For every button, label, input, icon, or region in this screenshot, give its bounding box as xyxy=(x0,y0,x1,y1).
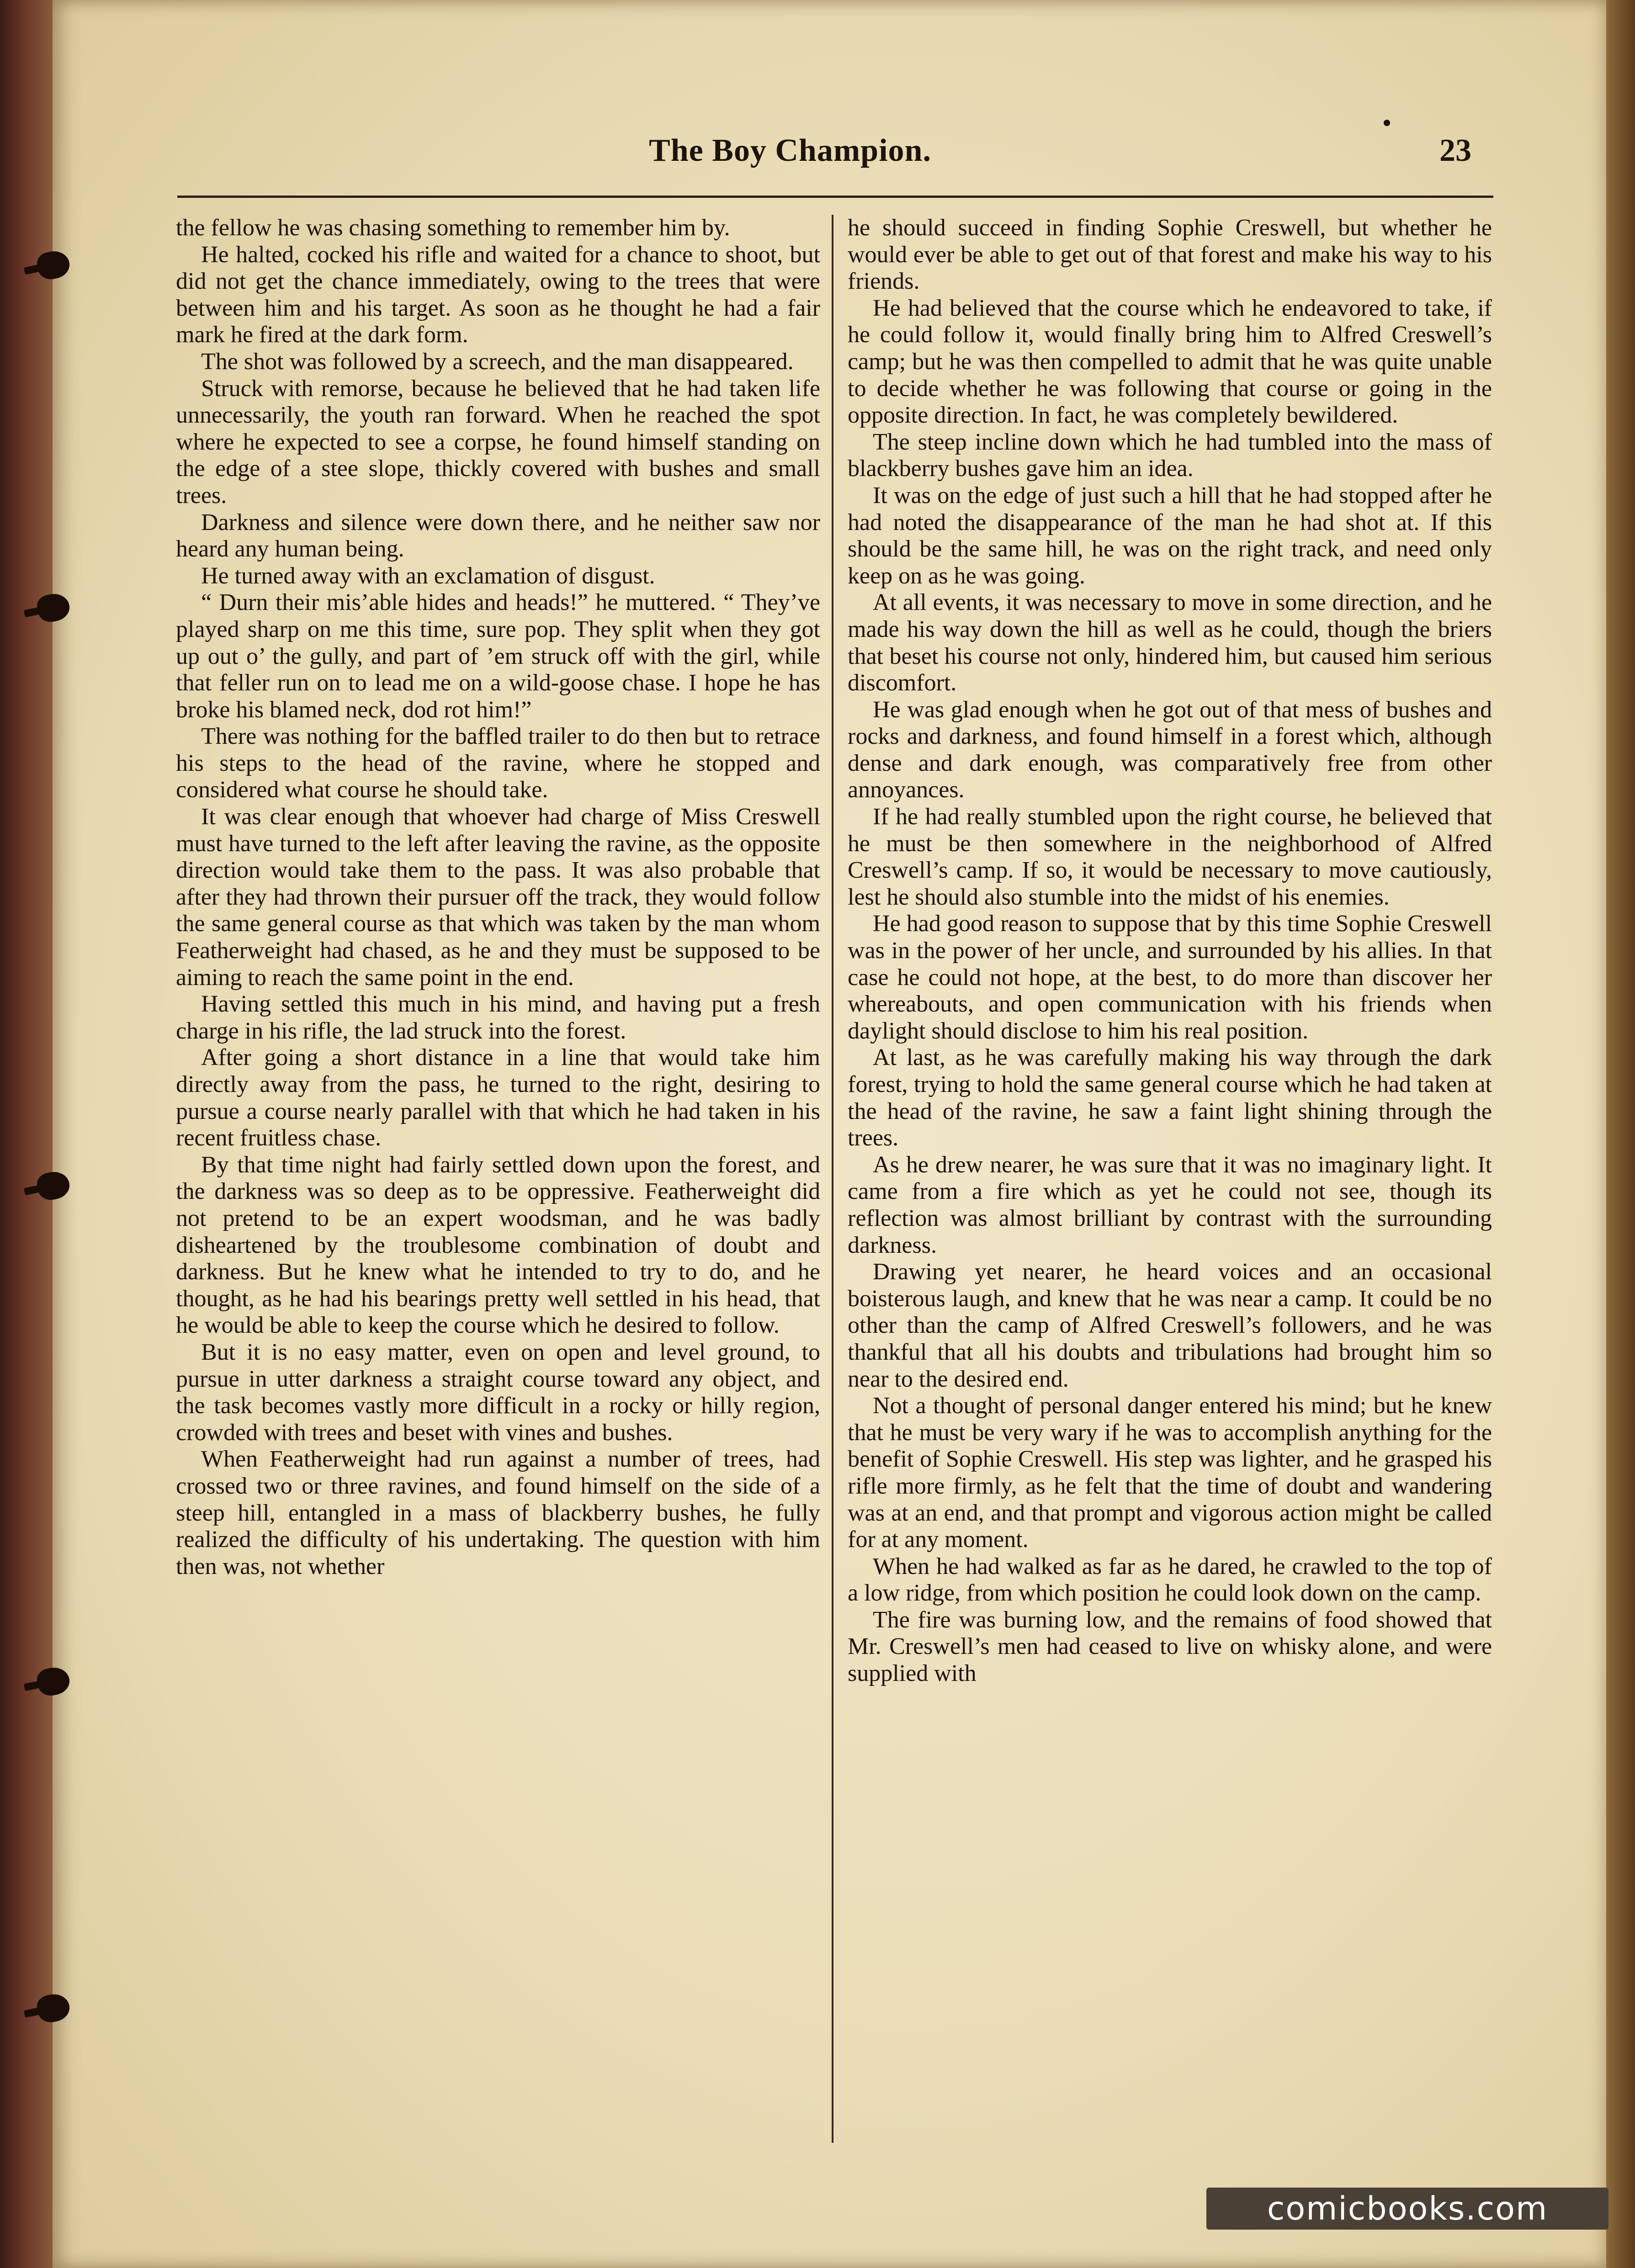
paragraph: Struck with remorse, because he believed that he had taken life unnecessarily, the youth ran forward. When he reached the spot where he expected to see a corpse, he found himself standing on the edge of a stee slope, thickly covered with bushes and small trees. xyxy=(176,375,820,509)
source-watermark: comicbooks.com xyxy=(1206,2188,1608,2230)
paragraph: Having settled this much in his mind, and having put a fresh charge in his rifle, the lad struck into the forest. xyxy=(176,991,820,1044)
paragraph: Not a thought of personal danger entered his mind; but he knew that he must be very wary if he was to accomplish anything for the benefit of Sophie Creswell. His step was lighter, and he grasped his rifle more firmly, as he felt that the time of doubt and wandering was at an end, and that prompt and vigorous action might be called for at any moment. xyxy=(848,1393,1492,1553)
running-header-title: The Boy Champion. xyxy=(649,133,931,168)
paragraph: The steep incline down which he had tumbled into the mass of blackberry bushes gave him an idea. xyxy=(848,429,1492,482)
paragraph: As he drew nearer, he was sure that it was no imaginary light. It came from a fire which as yet he could not see, though its reflection was almost brilliant by contrast with the surrounding darkness. xyxy=(848,1151,1492,1258)
paragraph: The fire was burning low, and the remains of food showed that Mr. Creswell’s men had ceased to live on whisky alone, and were supplied with xyxy=(848,1606,1492,1687)
paragraph: It was on the edge of just such a hill that he had stopped after he had noted the disappearance of the man he had shot at. If this should be the same hill, he was on the right track, and need only keep on as he was going. xyxy=(848,482,1492,589)
paragraph: He halted, cocked his rifle and waited for a chance to shoot, but did not get the chance immediately, owing to the trees that were between him and his target. As soon as he thought he had a fair mark he fired at the dark form. xyxy=(176,241,820,348)
text-column-left xyxy=(176,215,820,1580)
paragraph: By that time night had fairly settled down upon the forest, and the darkness was so deep as to be oppressive. Featherweight did not pretend to be an expert woodsman, and he was badly disheartened by the troublesome combination of doubt and darkness. But he knew what he intended to try to do, and he thought, as he had his bearings pretty well settled in his head, that he would be able to keep the course which he desired to follow. xyxy=(176,1151,820,1339)
column-rule xyxy=(832,215,833,2143)
paragraph: He turned away with an exclamation of disgust. xyxy=(201,562,655,589)
text-column-right xyxy=(848,215,1492,1687)
paragraph: When Featherweight had run against a number of trees, had crossed two or three ravines, and found himself on the side of a steep hill, entangled in a mass of blackberry bushes, he fully realized the difficulty of his undertaking. The question with him then was, not whether xyxy=(176,1446,820,1579)
paragraph: the fellow he was chasing something to remember him by. xyxy=(176,215,730,241)
paragraph: He had good reason to suppose that by this time Sophie Creswell was in the power of her uncle, and surrounded by his allies. In that case he could not hope, at the best, to do more than discover her whereabouts, and open communication with his friends when daylight should disclose to him his real position. xyxy=(848,911,1492,1044)
header-rule xyxy=(177,196,1493,198)
paragraph: If he had really stumbled upon the right course, he believed that he must be then somewhere in the neighborhood of Alfred Creswell’s camp. If so, it would be necessary to move cautiously, lest he should also stumble into the midst of his enemies. xyxy=(848,804,1492,910)
paragraph: At all events, it was necessary to move in some direction, and he made his way down the hill as well as he could, though the briers that beset his course not only, hindered him, but caused him serious discomfort. xyxy=(848,589,1492,696)
paragraph: Drawing yet nearer, he heard voices and an occasional boisterous laugh, and knew that he was near a camp. It could be no other than the camp of Alfred Creswell’s followers, and he was thankful that all his doubts and tribulations had brought him so near to the desired end. xyxy=(848,1259,1492,1392)
paragraph: But it is no easy matter, even on open and level ground, to pursue in utter darkness a straight course toward any object, and the task becomes vastly more difficult in a rocky or hilly region, crowded with trees and beset with vines and bushes. xyxy=(176,1339,820,1446)
paragraph: “ Durn their mis’able hides and heads!” he muttered. “ They’ve played sharp on me this time, sure pop. They split when they got up out o’ the gully, and part of ’em struck off with the girl, while that feller run on to lead me on a wild-goose chase. I hope he has broke his blamed neck, dod rot him!” xyxy=(176,589,820,723)
binding-edge xyxy=(0,0,53,2268)
paragraph: When he had walked as far as he dared, he crawled to the top of a low ridge, from which position he could look down on the camp. xyxy=(848,1553,1492,1606)
paragraph: There was nothing for the baffled trailer to do then but to retrace his steps to the head of the ravine, where he stopped and considered what course he should take. xyxy=(176,723,820,803)
paragraph: It was clear enough that whoever had charge of Miss Creswell must have turned to the left after leaving the ravine, as the opposite direction would take them to the pass. It was also probable that after they had thrown their pursuer off the track, they would follow the same general course as that which was taken by the man whom Featherweight had chased, as he and they must be supposed to be aiming to reach the same point in the end. xyxy=(176,804,820,991)
paragraph: He was glad enough when he got out of that mess of bushes and rocks and darkness, and found himself in a forest which, although dense and dark enough, was comparatively free from other annoyances. xyxy=(848,696,1492,803)
paragraph: he should succeed in finding Sophie Creswell, but whether he would ever be able to get out of that forest and make his way to his friends. xyxy=(848,215,1492,295)
page-right-edge xyxy=(1606,0,1635,2268)
ink-dot xyxy=(1384,120,1390,126)
paragraph: The shot was followed by a screech, and the man disappeared. xyxy=(201,348,794,375)
paragraph: Darkness and silence were down there, and he neither saw nor heard any human being. xyxy=(176,509,820,562)
paragraph: He had believed that the course which he endeavored to take, if he could follow it, would finally bring him to Alfred Creswell’s camp; but he was then compelled to admit that he was quite unable to decide whether he was following that course or going in the opposite direction. In fact, he was completely bewildered. xyxy=(848,295,1492,429)
page-number: 23 xyxy=(1439,133,1471,168)
paragraph: At last, as he was carefully making his way through the dark forest, trying to hold the same general course which he had taken at the head of the ravine, he saw a faint light shining through the trees. xyxy=(848,1044,1492,1151)
paragraph: After going a short distance in a line that would take him directly away from the pass, he turned to the right, desiring to pursue a course nearly parallel with that which he had taken in his recent fruitless chase. xyxy=(176,1044,820,1151)
